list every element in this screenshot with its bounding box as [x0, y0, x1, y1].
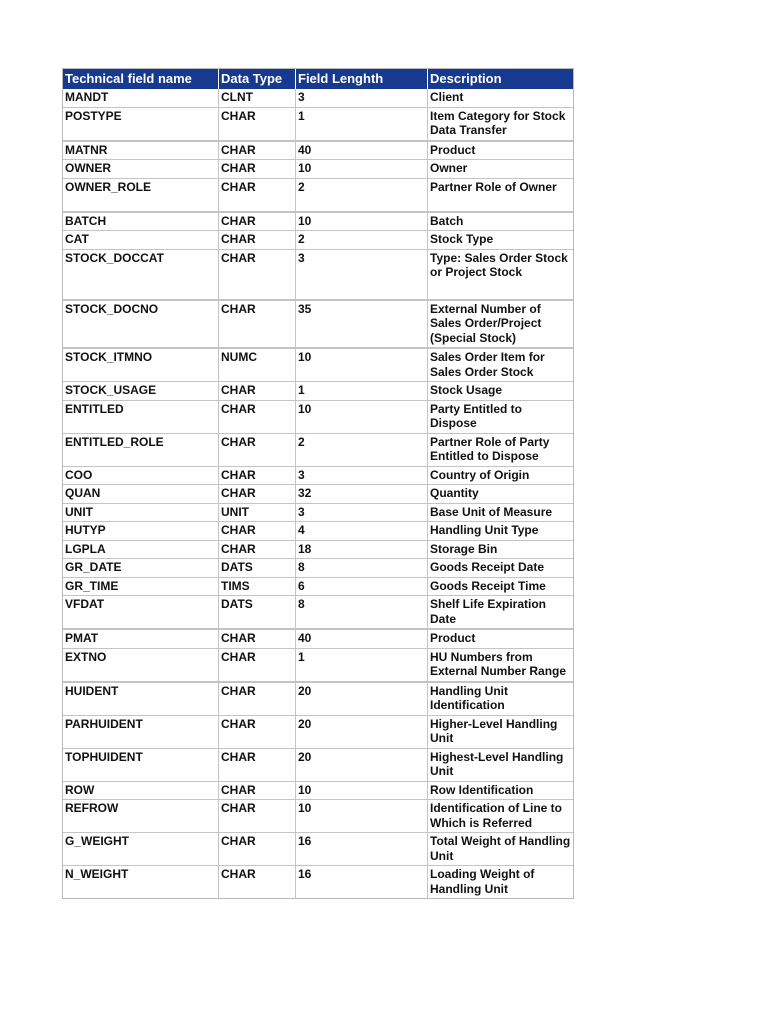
- cell-description: Higher-Level Handling Unit: [428, 716, 573, 749]
- cell-description: Identification of Line to Which is Referred: [428, 800, 573, 833]
- cell-field-length: 20: [296, 749, 428, 782]
- table-row: [63, 649, 573, 683]
- cell-field-length: 4: [296, 522, 428, 541]
- cell-data-type: CHAR: [219, 467, 296, 486]
- cell-description: Partner Role of Owner: [428, 179, 573, 213]
- table-row: [63, 231, 573, 250]
- cell-field-length: 3: [296, 250, 428, 301]
- cell-data-type: CLNT: [219, 89, 296, 108]
- cell-field-name: STOCK_DOCNO: [63, 301, 219, 350]
- header-technical-field-name: Technical field name: [63, 69, 219, 89]
- cell-data-type: CHAR: [219, 434, 296, 467]
- cell-field-name: OWNER_ROLE: [63, 179, 219, 213]
- cell-field-name: TOPHUIDENT: [63, 749, 219, 782]
- cell-description: Quantity: [428, 485, 573, 504]
- cell-field-name: PMAT: [63, 630, 219, 649]
- table-row: [63, 800, 573, 833]
- cell-data-type: CHAR: [219, 833, 296, 866]
- cell-description: Base Unit of Measure: [428, 504, 573, 523]
- cell-description: Highest-Level Handling Unit: [428, 749, 573, 782]
- table-row: [63, 683, 573, 716]
- table-row: [63, 434, 573, 467]
- cell-data-type: UNIT: [219, 504, 296, 523]
- header-data-type: Data Type: [219, 69, 296, 89]
- cell-data-type: CHAR: [219, 522, 296, 541]
- table-row: [63, 160, 573, 179]
- cell-field-name: STOCK_ITMNO: [63, 349, 219, 382]
- cell-field-length: 16: [296, 866, 428, 898]
- cell-description: Storage Bin: [428, 541, 573, 560]
- cell-field-name: ROW: [63, 782, 219, 801]
- cell-field-name: REFROW: [63, 800, 219, 833]
- cell-field-name: LGPLA: [63, 541, 219, 560]
- cell-field-length: 40: [296, 142, 428, 161]
- cell-field-length: 10: [296, 800, 428, 833]
- table-row: [63, 382, 573, 401]
- cell-field-name: EXTNO: [63, 649, 219, 683]
- cell-field-length: 3: [296, 504, 428, 523]
- cell-data-type: CHAR: [219, 179, 296, 213]
- cell-description: HU Numbers from External Number Range: [428, 649, 573, 683]
- cell-description: Sales Order Item for Sales Order Stock: [428, 349, 573, 382]
- header-description: Description: [428, 69, 573, 89]
- cell-description: External Number of Sales Order/Project (Special Stock): [428, 301, 573, 350]
- cell-field-length: 1: [296, 382, 428, 401]
- cell-field-length: 2: [296, 231, 428, 250]
- cell-data-type: CHAR: [219, 485, 296, 504]
- cell-field-name: ENTITLED_ROLE: [63, 434, 219, 467]
- cell-field-length: 10: [296, 160, 428, 179]
- cell-description: Handling Unit Identification: [428, 683, 573, 716]
- cell-field-length: 10: [296, 213, 428, 232]
- table-row: [63, 89, 573, 108]
- cell-description: Owner: [428, 160, 573, 179]
- cell-description: Goods Receipt Date: [428, 559, 573, 578]
- cell-data-type: CHAR: [219, 401, 296, 434]
- cell-data-type: CHAR: [219, 301, 296, 350]
- cell-field-length: 3: [296, 467, 428, 486]
- cell-field-name: POSTYPE: [63, 108, 219, 142]
- cell-description: Country of Origin: [428, 467, 573, 486]
- cell-description: Stock Type: [428, 231, 573, 250]
- table-row: [63, 401, 573, 434]
- cell-data-type: CHAR: [219, 213, 296, 232]
- cell-data-type: CHAR: [219, 683, 296, 716]
- cell-data-type: CHAR: [219, 142, 296, 161]
- table-row: [63, 559, 573, 578]
- cell-description: Party Entitled to Dispose: [428, 401, 573, 434]
- cell-data-type: DATS: [219, 559, 296, 578]
- cell-field-length: 10: [296, 349, 428, 382]
- cell-data-type: NUMC: [219, 349, 296, 382]
- cell-data-type: TIMS: [219, 578, 296, 597]
- table-row: [63, 179, 573, 213]
- cell-description: Product: [428, 142, 573, 161]
- cell-field-name: QUAN: [63, 485, 219, 504]
- cell-field-name: VFDAT: [63, 596, 219, 630]
- cell-field-name: CAT: [63, 231, 219, 250]
- cell-field-length: 18: [296, 541, 428, 560]
- cell-field-name: HUIDENT: [63, 683, 219, 716]
- table-row: [63, 522, 573, 541]
- cell-field-length: 32: [296, 485, 428, 504]
- table-row: [63, 782, 573, 801]
- cell-field-name: GR_TIME: [63, 578, 219, 597]
- cell-description: Total Weight of Handling Unit: [428, 833, 573, 866]
- cell-field-name: GR_DATE: [63, 559, 219, 578]
- cell-description: Batch: [428, 213, 573, 232]
- cell-field-length: 10: [296, 401, 428, 434]
- cell-field-name: MANDT: [63, 89, 219, 108]
- cell-data-type: CHAR: [219, 782, 296, 801]
- table-row: [63, 467, 573, 486]
- table-row: [63, 485, 573, 504]
- table-row: [63, 142, 573, 161]
- cell-field-length: 40: [296, 630, 428, 649]
- cell-field-name: OWNER: [63, 160, 219, 179]
- cell-field-name: ENTITLED: [63, 401, 219, 434]
- table-row: [63, 716, 573, 749]
- header-field-length: Field Lenghth: [296, 69, 428, 89]
- cell-data-type: CHAR: [219, 108, 296, 142]
- table-body: [63, 89, 573, 898]
- cell-field-length: 20: [296, 683, 428, 716]
- table-row: [63, 108, 573, 142]
- cell-data-type: CHAR: [219, 800, 296, 833]
- cell-field-length: 1: [296, 108, 428, 142]
- cell-field-length: 6: [296, 578, 428, 597]
- cell-field-length: 2: [296, 179, 428, 213]
- cell-field-name: PARHUIDENT: [63, 716, 219, 749]
- cell-field-name: COO: [63, 467, 219, 486]
- cell-field-name: BATCH: [63, 213, 219, 232]
- table-row: [63, 250, 573, 301]
- cell-field-length: 10: [296, 782, 428, 801]
- table-row: [63, 541, 573, 560]
- cell-field-length: 35: [296, 301, 428, 350]
- cell-description: Loading Weight of Handling Unit: [430, 867, 535, 896]
- cell-data-type: DATS: [219, 596, 296, 630]
- cell-description: Type: Sales Order Stock or Project Stock: [428, 250, 573, 301]
- table-row: [63, 213, 573, 232]
- cell-field-name: UNIT: [63, 504, 219, 523]
- field-table-container: [62, 68, 572, 899]
- cell-description: Product: [428, 630, 573, 649]
- cell-field-length: 2: [296, 434, 428, 467]
- table-row: [63, 630, 573, 649]
- table-row: [63, 301, 573, 350]
- cell-field-name: G_WEIGHT: [63, 833, 219, 866]
- cell-data-type: CHAR: [219, 749, 296, 782]
- cell-data-type: CHAR: [219, 716, 296, 749]
- cell-data-type: CHAR: [219, 250, 296, 301]
- table-row: [63, 578, 573, 597]
- cell-field-name: HUTYP: [63, 522, 219, 541]
- field-definition-table: [62, 68, 574, 899]
- cell-field-length: 8: [296, 596, 428, 630]
- cell-description: Partner Role of Party Entitled to Dispose: [428, 434, 573, 467]
- cell-field-name: STOCK_DOCCAT: [63, 250, 219, 301]
- cell-description: Client: [428, 89, 573, 108]
- cell-data-type: CHAR: [219, 231, 296, 250]
- cell-description: Shelf Life Expiration Date: [428, 596, 573, 630]
- cell-data-type: CHAR: [219, 866, 296, 898]
- cell-data-type: CHAR: [219, 541, 296, 560]
- cell-field-length: 20: [296, 716, 428, 749]
- table-row: [63, 596, 573, 630]
- cell-field-length: 3: [296, 89, 428, 108]
- cell-field-name: N_WEIGHT: [63, 866, 219, 898]
- cell-field-name: MATNR: [63, 142, 219, 161]
- cell-field-name: STOCK_USAGE: [63, 382, 219, 401]
- cell-field-length: 8: [296, 559, 428, 578]
- cell-data-type: CHAR: [219, 630, 296, 649]
- cell-description: Row Identification: [428, 782, 573, 801]
- table-row: [63, 833, 573, 866]
- cell-data-type: CHAR: [219, 649, 296, 683]
- table-row: [63, 349, 573, 382]
- table-row: [63, 504, 573, 523]
- table-header-row: [63, 69, 573, 89]
- cell-description: Item Category for Stock Data Transfer: [428, 108, 573, 142]
- cell-field-length: 16: [296, 833, 428, 866]
- cell-field-length: 1: [296, 649, 428, 683]
- cell-description: Stock Usage: [428, 382, 573, 401]
- cell-description: Goods Receipt Time: [428, 578, 573, 597]
- cell-description: Handling Unit Type: [428, 522, 573, 541]
- table-row: [63, 866, 573, 898]
- cell-data-type: CHAR: [219, 160, 296, 179]
- table-row: [63, 749, 573, 782]
- cell-data-type: CHAR: [219, 382, 296, 401]
